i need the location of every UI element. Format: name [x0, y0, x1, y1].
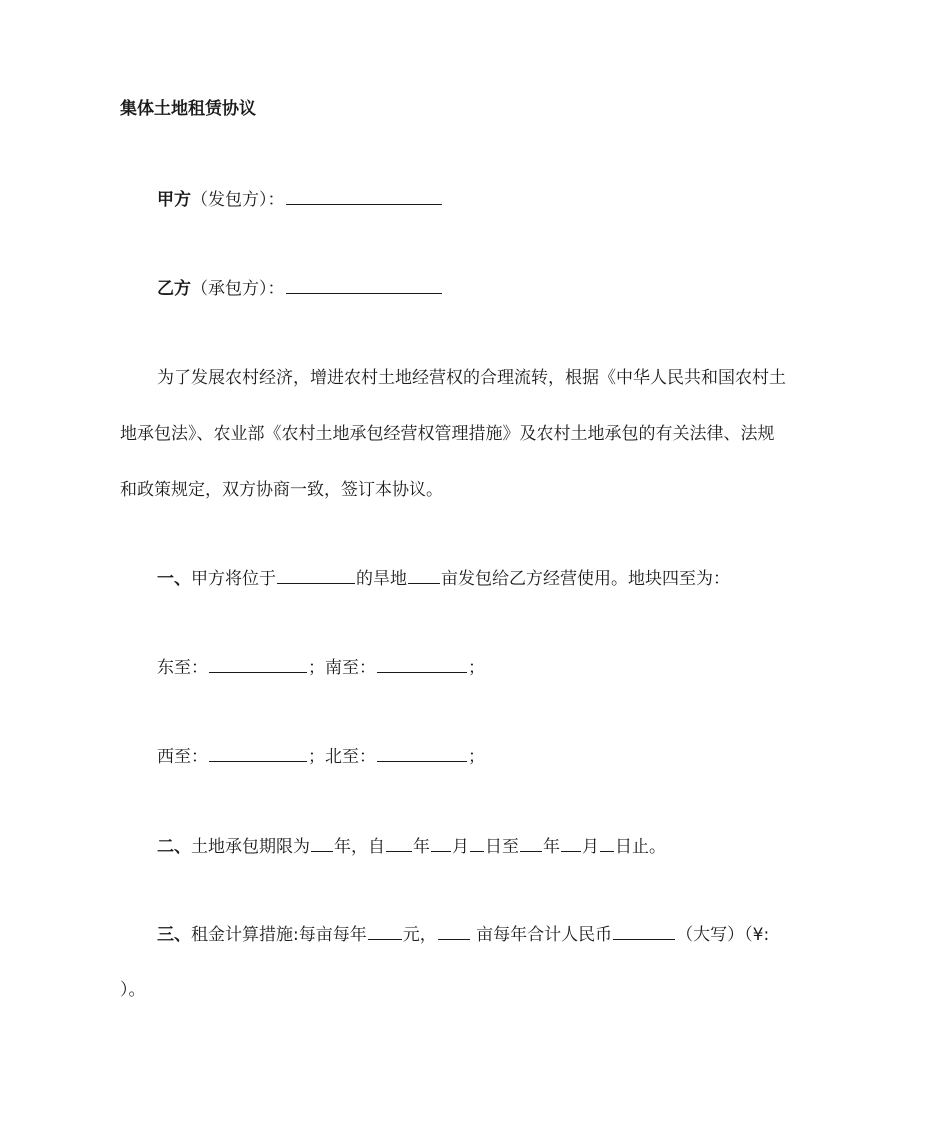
start-year-blank[interactable]	[386, 834, 412, 852]
location-blank[interactable]	[277, 566, 355, 584]
south-label: 南至：	[325, 658, 376, 678]
west-blank[interactable]	[209, 744, 307, 762]
start-day-blank[interactable]	[470, 834, 484, 852]
clause-2-text-b: 年，自	[334, 837, 385, 857]
clause-2-text-a: 土地承包期限为	[191, 837, 310, 857]
clause-2-text-g: 月	[582, 837, 599, 857]
north-blank[interactable]	[377, 744, 467, 762]
south-blank[interactable]	[377, 655, 467, 673]
rent-per-mu-blank[interactable]	[368, 922, 402, 940]
clause-3	[157, 922, 769, 947]
end-month-blank[interactable]	[561, 834, 581, 852]
separator: ；	[308, 747, 325, 767]
clause-2	[157, 834, 666, 859]
clause-2-text-e: 日至	[485, 837, 519, 857]
end-day-blank[interactable]	[600, 834, 614, 852]
north-label: 北至：	[325, 747, 376, 767]
clause-3-text-d: （大写）（¥:	[676, 925, 770, 945]
clause-3-number: 三、	[157, 925, 191, 945]
separator-end: ；	[468, 747, 485, 767]
party-a-role: （发包方）：	[191, 190, 285, 210]
clause-2-text-c: 年	[413, 837, 430, 857]
intro-line-2: 地承包法》、农业部《农村土地承包经营权管理措施》及农村土地承包的有关法律、法规	[120, 424, 775, 444]
area-blank[interactable]	[408, 566, 440, 584]
east-blank[interactable]	[209, 655, 307, 673]
clause-1-number: 一、	[157, 569, 191, 589]
clause-3-text-b: 元，	[402, 925, 437, 945]
clause-3-text-a: 租金计算措施:每亩每年	[191, 925, 367, 945]
clause-1-text-a: 甲方将位于	[191, 569, 276, 589]
separator: ；	[308, 658, 325, 678]
party-b-blank[interactable]	[286, 276, 442, 294]
intro-line-1: 为了发展农村经济，增进农村土地经营权的合理流转，根据《中华人民共和国农村土	[157, 368, 786, 388]
party-a-label: 甲方	[157, 190, 191, 210]
end-year-blank[interactable]	[520, 834, 542, 852]
party-b-line	[157, 276, 443, 301]
clause-2-number: 二、	[157, 837, 191, 857]
start-month-blank[interactable]	[431, 834, 451, 852]
party-a-line	[157, 187, 443, 212]
clause-1	[157, 566, 730, 591]
clause-1-text-c: 亩发包给乙方经营使用。地块四至为：	[441, 569, 730, 589]
total-rent-blank[interactable]	[613, 922, 675, 940]
clause-1-text-b: 的旱地	[356, 569, 407, 589]
party-b-label: 乙方	[157, 279, 191, 299]
clause-3-continuation: ）。	[120, 980, 146, 1000]
west-label: 西至：	[157, 747, 208, 767]
east-label: 东至：	[157, 658, 208, 678]
document-title: 集体土地租赁协议	[120, 99, 256, 119]
clause-2-text-h: 日止。	[615, 837, 666, 857]
intro-line-3: 和政策规定，双方协商一致，签订本协议。	[120, 480, 443, 500]
clause-2-text-f: 年	[543, 837, 560, 857]
party-a-blank[interactable]	[286, 187, 442, 205]
clause-3-text-c: 亩每年合计人民币	[470, 925, 613, 945]
clause-2-text-d: 月	[452, 837, 469, 857]
bounds-west-north	[157, 744, 485, 769]
party-b-role: （承包方）：	[191, 279, 285, 299]
separator-end: ；	[468, 658, 485, 678]
bounds-east-south	[157, 655, 485, 680]
mu-count-blank[interactable]	[438, 922, 470, 940]
term-years-blank[interactable]	[311, 834, 333, 852]
